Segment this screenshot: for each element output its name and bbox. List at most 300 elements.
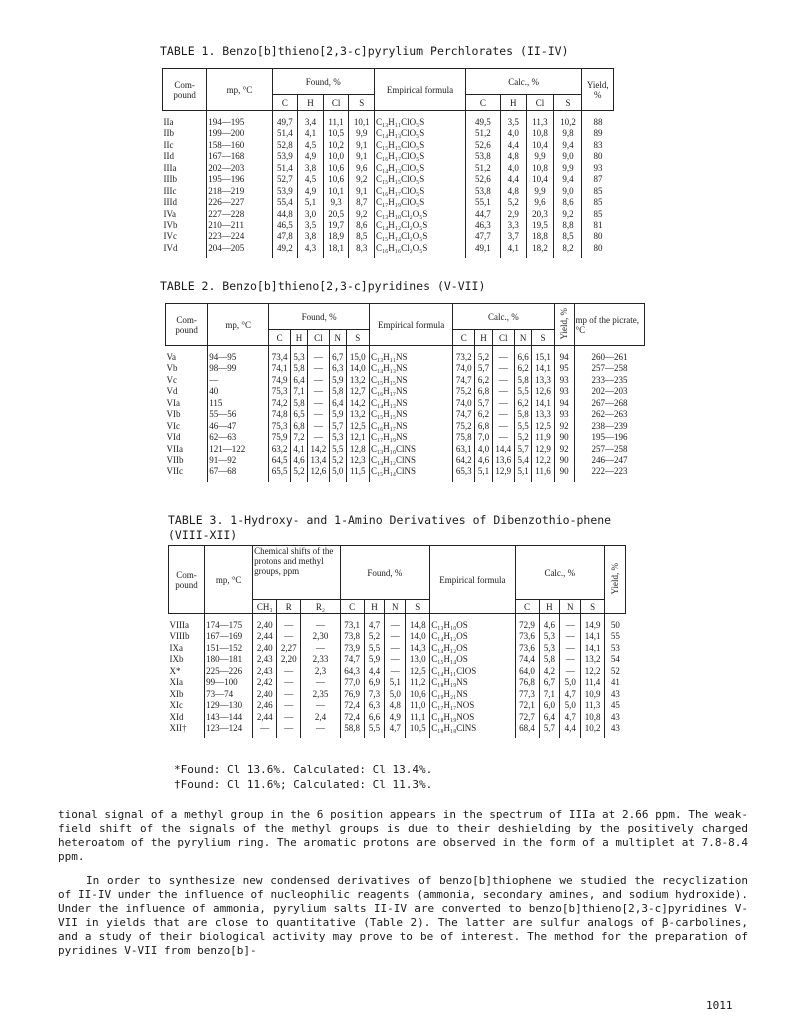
table-cell: 9,8 (554, 129, 582, 140)
table-cell: 94 (554, 346, 574, 365)
table-cell: 5,0 (560, 678, 581, 689)
table-cell: 75,3 (269, 422, 291, 433)
table-cell: 14,2 (307, 445, 329, 456)
table-cell: — (492, 399, 514, 410)
table-row (166, 410, 645, 421)
table-cell: 11,3 (581, 701, 605, 712)
table-cell: 11,3 (526, 111, 554, 130)
table-cell: 6,5 (291, 410, 308, 421)
header-found-element: N (385, 600, 406, 614)
header-found-element: Cl (323, 95, 349, 111)
table-cell: — (385, 644, 406, 655)
table-cell: 63,1 (453, 445, 475, 456)
table-cell: 9,0 (554, 187, 582, 198)
compound-cell: Vd (166, 387, 178, 397)
table-cell: 40 (208, 387, 269, 398)
table-cell: 6,8 (291, 422, 308, 433)
table-cell: — (301, 724, 340, 738)
table-cell: — (277, 614, 301, 633)
table-cell: 74,7 (453, 376, 475, 387)
compound-cell: VIIb (166, 455, 184, 465)
table-cell: C₁₅H₁₅ClO₅S (375, 141, 466, 152)
table-cell: 4,6 (291, 456, 308, 467)
compound-cell: Va (166, 352, 176, 362)
page-number: 1011 (706, 999, 733, 1012)
table-cell: 92 (554, 422, 574, 433)
table-cell: 9,6 (349, 164, 375, 175)
footnote-2: †Found: Cl 11.6%; Calculated: Cl 11.3%. (174, 778, 433, 791)
table-cell: 64,0 (515, 667, 539, 678)
table-cell: 4,4 (500, 141, 526, 152)
table-cell: 2,40 (253, 644, 277, 655)
compound-cell: IVb (163, 220, 178, 230)
table-cell: 4,9 (385, 713, 406, 724)
table-cell: 5,7 (475, 364, 493, 375)
table-cell: 2,30 (301, 632, 340, 643)
table-cell: 257—258 (574, 364, 644, 375)
table-cell: 46,5 (272, 221, 298, 232)
header-yield-text: Yield, % (610, 562, 621, 595)
body-paragraph-1: tional signal of a methyl group in the 6 position appears in the spectrum of IIIa at 2.66 ppm. The weak-field shift of the signals of the methyl groups is due to their deshielding by the positively charged heteroatom of the pyrylium ring. The aromatic protons are observed in the form of a multiplet at 7.8-8.4 ppm. (58, 808, 748, 863)
table-cell: 64,5 (269, 456, 291, 467)
table-cell: — (492, 410, 514, 421)
table-3-caption: TABLE 3. 1-Hydroxy- and 1-Amino Derivatives of Dibenzothio-phene (VIII-XII) (168, 513, 612, 542)
table-cell: 8,5 (349, 232, 375, 243)
table-cell: 5,3 (539, 644, 560, 655)
table-cell: 68,4 (515, 724, 539, 738)
table-cell: — (560, 667, 581, 678)
table-cell: 93 (554, 410, 574, 421)
table-cell: 5,8 (514, 376, 532, 387)
table-cell: 65,3 (453, 467, 475, 481)
table-cell: 5,8 (514, 410, 532, 421)
table-cell: 180—181 (205, 655, 253, 666)
table-cell: — (301, 678, 340, 689)
table-cell: C₁₅H₁₅ClO₅S (375, 175, 466, 186)
table-cell: C₁₃H₁₀ClNS (369, 445, 452, 456)
table-cell: 15,1 (532, 346, 554, 365)
table-cell: 10,4 (526, 175, 554, 186)
table-cell: 5,5 (329, 445, 346, 456)
table-cell: 238—239 (574, 422, 644, 433)
table-cell: 91—92 (208, 456, 269, 467)
table-cell: 5,7 (539, 724, 560, 738)
table-cell: — (307, 364, 329, 375)
compound-cell: IVa (163, 209, 176, 219)
table-cell: 53,9 (272, 152, 298, 163)
table-cell: 4,1 (500, 244, 526, 258)
table-cell: 55,4 (272, 198, 298, 209)
compound-cell: XII† (169, 723, 187, 733)
table-cell: 4,6 (539, 614, 560, 633)
table-cell: 77,0 (340, 678, 364, 689)
table-cell: 18,2 (526, 244, 554, 258)
table-row (166, 399, 645, 410)
table-cell: 47,7 (465, 232, 500, 243)
table-row (166, 376, 645, 387)
table-cell: 8,6 (349, 221, 375, 232)
table-row (166, 364, 645, 375)
table-cell: 72,4 (340, 713, 364, 724)
table-cell: 10,5 (323, 129, 349, 140)
table-cell: — (385, 655, 406, 666)
table-row (163, 221, 614, 232)
table-cell: 98—99 (208, 364, 269, 375)
table-cell: 14,1 (581, 644, 605, 655)
table-cell: 5,2 (514, 433, 532, 444)
compound-cell: IIIc (163, 186, 177, 196)
table-cell: 63,2 (269, 445, 291, 456)
table-cell: 11,6 (532, 467, 554, 481)
table-row (163, 129, 614, 140)
table-cell: 18,8 (526, 232, 554, 243)
table-row (169, 614, 626, 633)
table-cell: C₁₄H₁₂ClNS (369, 456, 452, 467)
table-cell: 2,42 (253, 678, 277, 689)
table-cell: 12,9 (532, 445, 554, 456)
table-cell: 12,8 (346, 445, 369, 456)
table-cell: 53,8 (465, 187, 500, 198)
table-cell: 3,5 (298, 221, 324, 232)
table-cell: C₁₄H₁₃ClO₅S (375, 129, 466, 140)
table-cell: 13,0 (406, 655, 430, 666)
header-calc: Calc., % (453, 304, 554, 330)
table-cell: 49,7 (272, 111, 298, 130)
table-cell: 4,8 (500, 187, 526, 198)
table-cell: 49,2 (272, 244, 298, 258)
table-cell: 246—247 (574, 456, 644, 467)
table-cell: 64,2 (453, 456, 475, 467)
table-cell: C₁₇H₁₉NS (369, 433, 452, 444)
table-cell: 10,8 (526, 129, 554, 140)
table-cell: 3,8 (298, 232, 324, 243)
table-cell: 2,9 (500, 210, 526, 221)
table-cell: 5,9 (329, 376, 346, 387)
header-calc: Calc., % (515, 546, 605, 600)
table-cell: 10,2 (581, 724, 605, 738)
table-cell: 58,8 (340, 724, 364, 738)
table-cell: 13,4 (307, 456, 329, 467)
table-cell: 14,1 (532, 364, 554, 375)
table-cell: 6,8 (475, 387, 493, 398)
table-cell: 85 (582, 210, 614, 221)
header-calc-element: C (453, 330, 475, 346)
table-cell: 14,0 (346, 364, 369, 375)
table-cell: 88 (582, 111, 614, 130)
header-calc: Calc., % (465, 69, 582, 95)
table-cell: 9,3 (323, 198, 349, 209)
table-cell: 11,0 (406, 701, 430, 712)
table-cell: 5,9 (364, 655, 385, 666)
table-cell: 81 (582, 221, 614, 232)
table-row (166, 467, 645, 481)
table-cell: 2,43 (253, 655, 277, 666)
table-cell: 87 (582, 175, 614, 186)
table-cell: 11,9 (532, 433, 554, 444)
table-cell: 2,33 (301, 655, 340, 666)
table-cell: 6,0 (539, 701, 560, 712)
table-cell: 44,7 (465, 210, 500, 221)
header-found-element: N (329, 330, 346, 346)
table-cell: 73,4 (269, 346, 291, 365)
table-cell: 73,6 (515, 632, 539, 643)
table-cell: 233—235 (574, 376, 644, 387)
table-cell: 9,4 (554, 141, 582, 152)
compound-cell: VIIIa (169, 620, 189, 630)
table-cell: 9,9 (349, 129, 375, 140)
header-found: Found, % (340, 546, 430, 600)
table-cell: 5,1 (514, 467, 532, 481)
table-cell: 3,0 (298, 210, 324, 221)
table-cell: C₁₇H₁₉ClO₅S (375, 198, 466, 209)
table-cell: 4,1 (298, 129, 324, 140)
table-row (169, 678, 626, 689)
table-cell: — (492, 364, 514, 375)
table-cell: 4,3 (298, 244, 324, 258)
table-cell: 14,8 (406, 614, 430, 633)
header-mp: mp, °C (208, 304, 269, 346)
table-cell: 73,1 (340, 614, 364, 633)
table-cell: — (277, 667, 301, 678)
table-cell: 12,6 (307, 467, 329, 481)
table-2 (165, 303, 645, 482)
compound-cell: IVd (163, 243, 178, 253)
table-cell: 80 (582, 152, 614, 163)
compound-cell: XIa (169, 678, 183, 688)
table-cell: C₁₅H₁₅NS (369, 410, 452, 421)
table-cell: 12,6 (532, 387, 554, 398)
table-cell: 12,7 (346, 387, 369, 398)
header-found: Found, % (269, 304, 370, 330)
table-cell: 73,9 (340, 644, 364, 655)
table-cell: 5,2 (475, 346, 493, 365)
table-cell: 199—200 (207, 129, 272, 140)
table-cell: 9,0 (554, 152, 582, 163)
table-cell: — (492, 376, 514, 387)
table-cell: — (277, 678, 301, 689)
header-mp: mp, °C (207, 69, 272, 111)
compound-cell: IIb (163, 129, 174, 139)
table-cell: — (277, 690, 301, 701)
table-cell: 5,7 (475, 399, 493, 410)
table-cell: 115 (208, 399, 269, 410)
table-cell: 45 (605, 701, 626, 712)
header-found-element: S (349, 95, 375, 111)
header-yield-text: Yield, % (559, 307, 570, 340)
table-cell: 4,8 (385, 701, 406, 712)
table-cell: 7,0 (475, 433, 493, 444)
table-cell: 5,2 (500, 198, 526, 209)
compound-cell: VIIIb (169, 632, 190, 642)
table-cell: 13,3 (532, 376, 554, 387)
table-cell: — (307, 346, 329, 365)
header-calc-element: N (560, 600, 581, 614)
table-cell: 19,7 (323, 221, 349, 232)
table-cell: C₁₃H₁₁ClO₅S (375, 111, 466, 130)
table-cell: 2,46 (253, 701, 277, 712)
compound-cell: IXb (169, 655, 184, 665)
table-cell: 80 (582, 244, 614, 258)
header-calc-element: Cl (526, 95, 554, 111)
table-cell: C₁₃H₁₀OS (430, 614, 515, 633)
header-yield (554, 304, 574, 346)
table-cell: 12,1 (346, 433, 369, 444)
table-cell: 167—169 (205, 632, 253, 643)
table-cell: 49,5 (465, 111, 500, 130)
table-cell: 5,8 (291, 364, 308, 375)
table-cell: 4,4 (560, 724, 581, 738)
table-cell: 6,9 (364, 678, 385, 689)
table-cell: 4,7 (385, 724, 406, 738)
table-cell: 52,7 (272, 175, 298, 186)
table-cell: C₁₃H₁₁NS (369, 346, 452, 365)
table-row (163, 232, 614, 243)
table-cell: 12,3 (346, 456, 369, 467)
table-cell: 75,9 (269, 433, 291, 444)
table-row (163, 210, 614, 221)
table-cell: 20,3 (526, 210, 554, 221)
table-cell: 73,8 (340, 632, 364, 643)
table-cell: 74,1 (269, 364, 291, 375)
table-row (169, 632, 626, 643)
table-cell: 12,2 (581, 667, 605, 678)
table-cell: 55,1 (465, 198, 500, 209)
table-row (163, 244, 614, 258)
table-cell: — (492, 387, 514, 398)
table-cell: 10,0 (323, 152, 349, 163)
table-cell: 3,5 (500, 111, 526, 130)
header-calc-element: S (532, 330, 554, 346)
table-row (163, 164, 614, 175)
table-cell: 73,2 (453, 346, 475, 365)
table-cell: 9,1 (349, 152, 375, 163)
table-cell: 5,9 (329, 410, 346, 421)
table-cell: 76,8 (515, 678, 539, 689)
compound-cell: IIId (163, 198, 177, 208)
header-shift-col: CH₃ (253, 600, 277, 614)
compound-cell: VIc (166, 421, 180, 431)
table-cell: 4,1 (291, 445, 308, 456)
compound-cell: VId (166, 433, 181, 443)
table-cell: 5,8 (329, 387, 346, 398)
table-cell: 4,7 (560, 713, 581, 724)
table-cell: 10,9 (581, 690, 605, 701)
body-paragraph-2: In order to synthesize new condensed derivatives of benzo[b]thiophene we studied the recyclization of II-IV under the influence of nucleophilic reagents (ammonia, secondary amines, and sodium hydroxide). Under the influence of ammonia, pyrylium salts II-IV are converted to benzo[b]thieno[2,3-c]pyridines V-VII in yields that are close to quantitative (Table 2). The latter are sulfur analogs of β-carbolines, and a study of their biological activity may prove to be of interest. The method for the preparation of pyridines V-VII from benzo[b]- (58, 874, 748, 957)
table-cell: 9,9 (554, 164, 582, 175)
table-cell: 10,8 (526, 164, 554, 175)
table-cell: 121—122 (208, 445, 269, 456)
table-cell: 8,3 (349, 244, 375, 258)
table-cell: C₁₄H₁₂OS (430, 644, 515, 655)
table-cell: 54 (605, 655, 626, 666)
header-compound: Com-pound (163, 69, 207, 111)
table-row (163, 198, 614, 209)
table-cell: 89 (582, 129, 614, 140)
header-yield: Yield, % (582, 69, 614, 111)
table-cell: 5,5 (514, 387, 532, 398)
table-row (166, 445, 645, 456)
header-calc-element: S (554, 95, 582, 111)
table-cell: 18,9 (323, 232, 349, 243)
table-cell: 43 (605, 690, 626, 701)
header-found-element: S (406, 600, 430, 614)
header-chemical-shifts: Chemical shifts of the protons and methyl groups, ppm (253, 546, 340, 600)
table-cell: 72,1 (515, 701, 539, 712)
table-cell: 167—168 (207, 152, 272, 163)
table-cell: 10,2 (554, 111, 582, 130)
table-cell: 9,9 (526, 187, 554, 198)
table-cell: 6,6 (514, 346, 532, 365)
table-cell: 210—211 (207, 221, 272, 232)
table-cell: 43 (605, 724, 626, 738)
table-cell: 7,1 (291, 387, 308, 398)
table-cell: 67—68 (208, 467, 269, 481)
header-yield (605, 546, 626, 614)
header-empirical-formula: Empirical formula (375, 69, 466, 111)
table-cell: C₁₅H₁₄Cl₂O₅S (375, 232, 466, 243)
table-cell: 202—203 (574, 387, 644, 398)
compound-cell: IIc (163, 140, 174, 150)
table-cell: 9,6 (526, 198, 554, 209)
table-cell: 4,7 (560, 690, 581, 701)
table-cell: 6,2 (514, 399, 532, 410)
table-cell: 51,4 (272, 129, 298, 140)
compound-cell: XIc (169, 701, 183, 711)
table-cell: 194—195 (207, 111, 272, 130)
table-cell: 62—63 (208, 433, 269, 444)
table-cell: C₁₆H₁₇NS (369, 387, 452, 398)
table-cell: C₁₄H₁₂Cl₂O₅S (375, 221, 466, 232)
compound-cell: VIb (166, 410, 181, 420)
table-cell: 9,1 (349, 141, 375, 152)
compound-cell: VIIc (166, 467, 183, 477)
table-cell: C₁₈H₁₉NS (430, 678, 515, 689)
table-cell: 129—130 (205, 701, 253, 712)
table-cell: 260—261 (574, 346, 644, 365)
table-cell: 218—219 (207, 187, 272, 198)
table-cell: 5,1 (298, 198, 324, 209)
table-cell: 12,2 (532, 456, 554, 467)
table-cell: 5,8 (291, 399, 308, 410)
table-cell: 2,4 (301, 713, 340, 724)
table-cell: 195—196 (574, 433, 644, 444)
compound-cell: VIa (166, 398, 180, 408)
table-cell: 74,8 (269, 410, 291, 421)
table-cell: C₁₆H₁₇NS (369, 422, 452, 433)
header-calc-element: Cl (492, 330, 514, 346)
footnote-1: *Found: Cl 13.6%. Calculated: Cl 13.4%. (174, 763, 433, 776)
table-cell: 6,7 (539, 678, 560, 689)
table-cell: 9,2 (349, 175, 375, 186)
table-row (166, 433, 645, 444)
table-cell: 75,8 (453, 433, 475, 444)
table-cell: 85 (582, 198, 614, 209)
table-cell: 14,1 (581, 632, 605, 643)
table-cell: C₁₆H₁₆Cl₂O₅S (375, 244, 466, 258)
table-cell: 267—268 (574, 399, 644, 410)
table-row (166, 346, 645, 365)
table-cell: 11,5 (346, 467, 369, 481)
table-cell: 3,4 (298, 111, 324, 130)
table-cell: 8,6 (554, 198, 582, 209)
table-cell: 4,0 (500, 129, 526, 140)
compound-cell: IXa (169, 643, 183, 653)
table-cell: — (492, 346, 514, 365)
table-cell: 10,4 (526, 141, 554, 152)
table-cell: 4,0 (475, 445, 493, 456)
table-cell: 10,8 (581, 713, 605, 724)
table-row (163, 152, 614, 163)
